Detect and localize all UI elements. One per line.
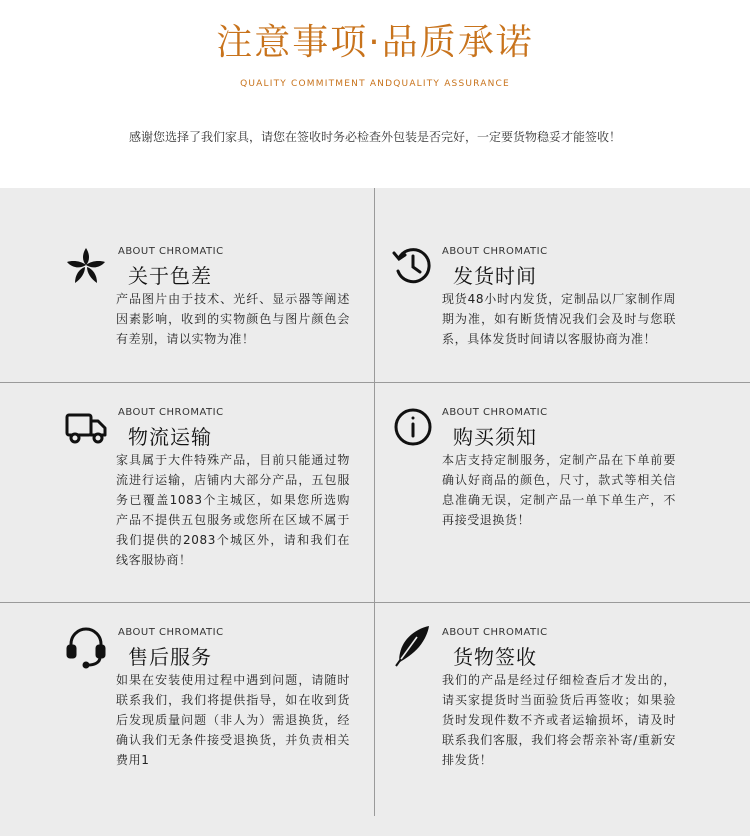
- section-title: 关于色差: [128, 264, 212, 288]
- intro-text: 感谢您选择了我们家具，请您在签收时务必检查外包装是否完好，一定要货物稳妥才能签收！: [128, 130, 621, 144]
- section-title: 物流运输: [128, 425, 212, 449]
- section-title: 发货时间: [453, 264, 537, 288]
- page-title: 注意事项·品质承诺: [216, 22, 534, 63]
- section-goods-receipt: [375, 603, 750, 816]
- section-after-sales: [0, 603, 375, 816]
- section-eyebrow: ABOUT CHROMATIC: [442, 246, 548, 257]
- page-header: [0, 0, 750, 188]
- section-title: 售后服务: [128, 645, 212, 669]
- section-purchase-notes: [375, 383, 750, 603]
- section-eyebrow: ABOUT CHROMATIC: [442, 627, 548, 638]
- section-title: 购买须知: [453, 425, 537, 449]
- truck-icon: [64, 405, 108, 449]
- section-eyebrow: ABOUT CHROMATIC: [442, 407, 548, 418]
- section-eyebrow: ABOUT CHROMATIC: [118, 407, 224, 418]
- section-body: 家具属于大件特殊产品，目前只能通过物流进行运输，店铺内大部分产品，五包服务已覆盖1083个主城区，如果您所选购产品不提供五包服务或您所在区域不属于我们提供的2083个城区外，请和我们在线客服协商！: [116, 453, 350, 567]
- clock-history-icon: [391, 244, 435, 288]
- section-title: 货物签收: [453, 645, 537, 669]
- flower-icon: [64, 244, 108, 288]
- section-logistics: [0, 383, 375, 603]
- section-body: 我们的产品是经过仔细检查后才发出的，请买家提货时当面验货后再签收；如果验货时发现件数不齐或者运输损坏，请及时联系我们客服，我们将会帮亲补寄/重新安排发货！: [442, 673, 676, 767]
- feather-icon: [391, 623, 435, 667]
- section-delivery-time: [375, 188, 750, 382]
- section-color-difference: [0, 188, 375, 382]
- section-eyebrow: ABOUT CHROMATIC: [118, 246, 224, 257]
- section-body: 如果在安装使用过程中遇到问题，请随时联系我们，我们将提供指导，如在收到货后发现质量问题（非人为）需退换货，经确认我们无条件接受退换货，并负责相关费用1: [116, 673, 350, 767]
- section-body: 产品图片由于技术、光纤、显示器等阐述因素影响，收到的实物颜色与图片颜色会有差别，请以实物为准！: [116, 292, 350, 346]
- section-body: 本店支持定制服务，定制产品在下单前要确认好商品的颜色，尺寸，款式等相关信息准确无误，定制产品一单下单生产，不再接受退换货！: [442, 453, 676, 527]
- section-body: 现货48小时内发货，定制品以厂家制作周期为准，如有断货情况我们会及时与您联系，具体发货时间请以客服协商为准！: [442, 292, 676, 346]
- section-eyebrow: ABOUT CHROMATIC: [118, 627, 224, 638]
- info-icon: [391, 405, 435, 449]
- notice-grid: [0, 188, 750, 836]
- page-subtitle: QUALITY COMMITMENT ANDQUALITY ASSURANCE: [240, 79, 510, 89]
- headset-icon: [64, 625, 108, 669]
